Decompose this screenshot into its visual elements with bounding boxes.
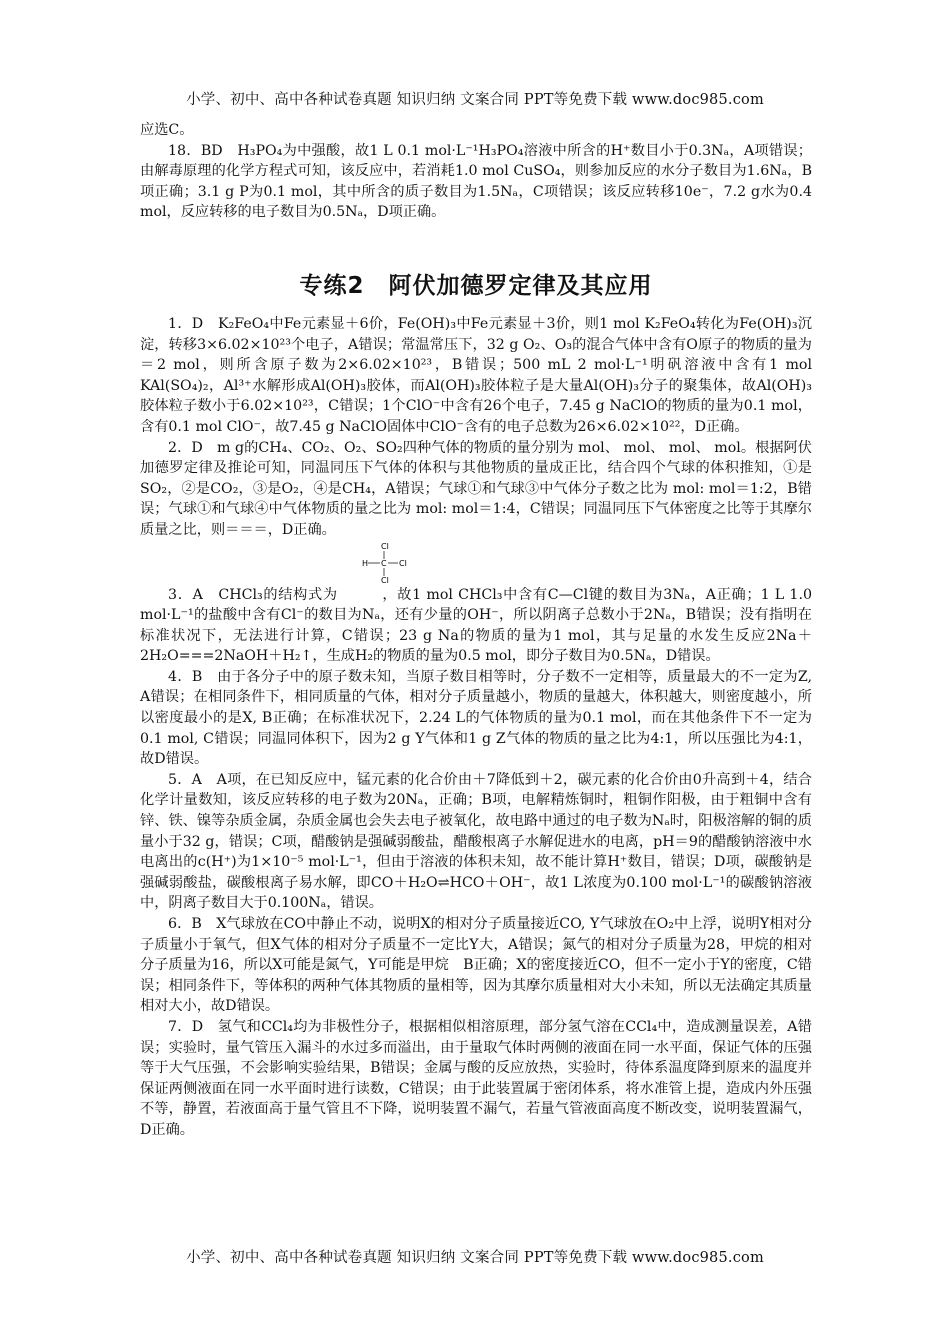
struct-center: C: [381, 558, 387, 568]
intro-line: 应选C。: [140, 122, 194, 138]
answer-3: 3．A CHCl₃的结构式为 ，故1 mol CHCl₃中含有C—Cl键的数目为3Nₐ，A正确；1 L 1.0 mol·L⁻¹的盐酸中含有Cl⁻的数目为Nₐ，还有少量的OH⁻，所以阴离子总数小于2Nₐ，B错误；没有指明在标准状况下，无法进行计算，C错误；23 g Na的物质的量为1 mol，其与足量的水发生反应2Na＋2H₂O===2NaOH＋H₂↑，生成H₂的物质的量为0.5 mol，即分子数目为0.5Nₐ，D错误。: [140, 586, 812, 665]
answer-4: 4．B 由于各分子中的原子数未知，当原子数目相等时，分子数不一定相等，质量最大的不一定为Z, A错误；在相同条件下，相同质量的气体，相对分子质量越小，物质的量越大，体积越大，则密度越小，所以密度最小的是X, B正确；在标准状况下，2.24 L的气体物质的量为0.1 mol，而在其他条件下不一定为0.1 mol, C错误；同温同体积下，因为2 g Y气体和1 g Z气体的物质的量之比为4:1，所以压强比为4:1，故D错误。: [140, 668, 812, 768]
answer-1: 1．D K₂FeO₄中Fe元素显＋6价，Fe(OH)₃中Fe元素显＋3价，则1 mol K₂FeO₄转化为Fe(OH)₃沉淀，转移3×6.02×10²³个电子，A错误；常温常压下，32 g O₂、O₃的混合气体中含有O原子的物质的量为＝2 mol，则所含原子数为2×6.02×10²³，B错误；500 mL 2 mol·L⁻¹明矾溶液中含有1 mol KAl(SO₄)₂，Al³⁺水解形成Al(OH)₃胶体，而Al(OH)₃胶体粒子是大量Al(OH)₃分子的聚集体，故Al(OH)₃胶体粒子数小于6.02×10²³，C错误；1个ClO⁻中含有26个电子，7.45 g NaClO的物质的量为0.1 mol，含有0.1 mol ClO⁻，故7.45 g NaClO固体中ClO⁻含有的电子总数为26×6.02×10²²，D正确。: [140, 315, 812, 435]
struct-right: Cl: [399, 558, 407, 568]
struct-bottom: Cl: [381, 575, 389, 585]
struct-top: Cl: [381, 541, 389, 551]
answer-6: 6．B X气球放在CO中静止不动，说明X的相对分子质量接近CO, Y气球放在O₂中上浮，说明Y相对分子质量小于氧气，但X气体的相对分子质量不一定比Y大，A错误；氮气的相对分子质量为28，甲烷的相对分子质量为16，所以X可能是氮气，Y可能是甲烷 B正确；X的密度接近CO，但不一定小于Y的密度，C错误；相同条件下，等体积的两种气体其物质的量相等，因为其摩尔质量相对大小未知，所以无法确定其质量相对大小，故D错误。: [140, 916, 812, 1015]
answer-18: 18．BD H₃PO₄为中强酸，故1 L 0.1 mol·L⁻¹H₃PO₄溶液中所含的H⁺数目小于0.3Nₐ，A项错误；由解毒原理的化学方程式可知，该反应中，若消耗1.0 mol CuSO₄，则参加反应的水分子数目为1.6Nₐ，B项正确；3.1 g P为0.1 mol，其中所含的质子数目为1.5Nₐ，C项错误；该反应转移10e⁻，7.2 g水为0.4 mol，反应转移的电子数目为0.5Nₐ，D项正确。: [140, 142, 812, 221]
page-footer: 小学、初中、高中各种试卷真题 知识归纳 文案合同 PPT等免费下载 www.doc985.com: [186, 1250, 764, 1266]
answer-2: 2．D m g的CH₄、CO₂、O₂、SO₂四种气体的物质的量分别为 mol、 mol、 mol、 mol。根据阿伏加德罗定律及推论可知，同温同压下气体的体积与其他物质的量成正比，结合四个气球的体积推知，①是SO₂，②是CO₂，③是O₂，④是CH₄，A错误；气球①和气球③中气体分子数之比为 mol: mol＝1:2，B错误；气球①和气球④中气体物质的量之比为 mol: mol＝1:4，C错误；同温同压下气体密度之比等于其摩尔质量之比，则＝＝＝，D正确。: [140, 439, 812, 538]
page-header: 小学、初中、高中各种试卷真题 知识归纳 文案合同 PPT等免费下载 www.doc985.com: [186, 92, 764, 108]
answer-7: 7．D 氢气和CCl₄均为非极性分子，根据相似相溶原理，部分氢气溶在CCl₄中，造成测量误差，A错误；实验时，量气管压入漏斗的水过多而溢出，由于量取气体时两侧的液面在同一水平面，保证气体的压强等于大气压强，不会影响实验结果，B错误；金属与酸的反应放热，实验时，待体系温度降到原来的温度并保证两侧液面在同一水平面时进行读数，C错误；由于此装置属于密闭体系，将水准管上提，造成内外压强不等，静置，若液面高于量气管且不下降，说明装置不漏气，若量气管液面高度不断改变，说明装置漏气，D正确。: [140, 1018, 812, 1138]
page-body: [140, 120, 812, 1141]
section-title: 专练2 阿伏加德罗定律及其应用: [299, 272, 653, 299]
chcl3-structure-diagram: [354, 541, 414, 585]
answer-5: 5．A A项，在已知反应中，锰元素的化合价由＋7降低到＋2，碳元素的化合价由0升高到＋4，结合化学计量数知，该反应转移的电子数为20Nₐ，正确；B项，电解精炼铜时，粗铜作阳极，由于粗铜中含有锌、铁、镍等杂质金属，杂质金属也会失去电子被氧化，故电路中通过的电子数为Nₐ时，阳极溶解的铜的质量小于32 g，错误；C项，醋酸钠是强碱弱酸盐，醋酸根离子水解促进水的电离，pH＝9的醋酸钠溶液中水电离出的c(H⁺)为1×10⁻⁵ mol·L⁻¹，但由于溶液的体积未知，故不能计算H⁺数目，错误；D项，碳酸钠是强碱弱酸盐，碳酸根离子易水解，即CO＋H₂O⇌HCO＋OH⁻，故1 L浓度为0.100 mol·L⁻¹的碳酸钠溶液中，阴离子数目大于0.100Nₐ，错误。: [140, 771, 812, 912]
struct-left: H: [362, 558, 369, 568]
